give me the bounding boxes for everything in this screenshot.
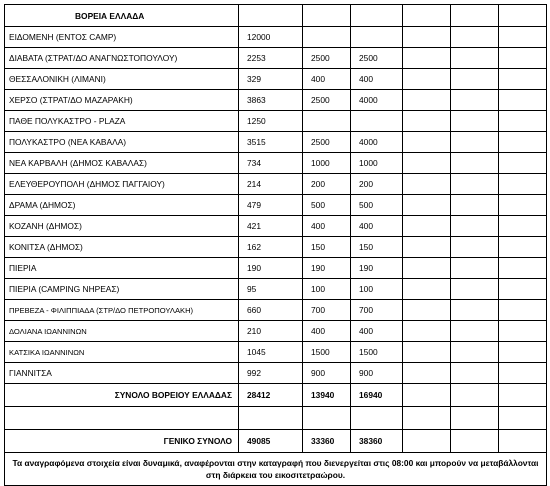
location-name-cell: ΔΟΛΙΑΝΑ ΙΩΑΝΝΙΝΩΝ (5, 321, 239, 342)
max-capacity-cell: 4000 (351, 132, 403, 153)
capacity-cell: 400 (303, 216, 351, 237)
table-row (5, 216, 547, 237)
empty-cell (403, 132, 451, 153)
footnote-row (5, 453, 547, 486)
empty-cell (451, 430, 499, 453)
table-row (5, 153, 547, 174)
location-name-cell: ΠΡΕΒΕΖΑ - ΦΙΛΙΠΠΙΑΔΑ (ΣΤΡ/ΔΟ ΠΕΤΡΟΠΟΥΛΑΚΗ) (5, 300, 239, 321)
location-name-cell: ΠΟΛΥΚΑΣΤΡΟ (ΝΕΑ ΚΑΒΑΛΑ) (5, 132, 239, 153)
table-row (5, 48, 547, 69)
empty-cell (403, 69, 451, 90)
subtotal-max-capacity: 16940 (351, 384, 403, 407)
table-row (5, 237, 547, 258)
count-cell: 95 (239, 279, 303, 300)
empty-cell (351, 407, 403, 430)
empty-cell (451, 27, 499, 48)
table-row (5, 300, 547, 321)
table-row (5, 69, 547, 90)
max-capacity-cell: 900 (351, 363, 403, 384)
max-capacity-cell: 200 (351, 174, 403, 195)
location-name-cell: ΝΕΑ ΚΑΡΒΑΛΗ (ΔΗΜΟΣ ΚΑΒΑΛΑΣ) (5, 153, 239, 174)
location-name-cell: ΔΙΑΒΑΤΑ (ΣΤΡΑΤ/ΔΟ ΑΝΑΓΝΩΣΤΟΠΟΥΛΟΥ) (5, 48, 239, 69)
location-name-cell: ΚΑΤΣΙΚΑ ΙΩΑΝΝΙΝΩΝ (5, 342, 239, 363)
max-capacity-cell: 400 (351, 69, 403, 90)
capacity-cell (303, 111, 351, 132)
empty-cell (451, 90, 499, 111)
count-cell: 992 (239, 363, 303, 384)
empty-cell (451, 279, 499, 300)
max-capacity-cell (351, 111, 403, 132)
empty-cell (499, 237, 547, 258)
grand-total-row (5, 430, 547, 453)
empty-cell (451, 300, 499, 321)
location-name-cell: ΕΛΕΥΘΕΡΟΥΠΟΛΗ (ΔΗΜΟΣ ΠΑΓΓΑΙΟΥ) (5, 174, 239, 195)
empty-cell (499, 321, 547, 342)
max-capacity-cell (351, 27, 403, 48)
empty-cell (499, 5, 547, 27)
empty-cell (451, 237, 499, 258)
empty-cell (499, 279, 547, 300)
count-cell: 1045 (239, 342, 303, 363)
table-row (5, 90, 547, 111)
empty-cell (451, 153, 499, 174)
max-capacity-cell: 150 (351, 237, 403, 258)
count-cell: 3863 (239, 90, 303, 111)
count-cell: 162 (239, 237, 303, 258)
max-capacity-cell: 1000 (351, 153, 403, 174)
empty-cell (403, 321, 451, 342)
table-row (5, 279, 547, 300)
max-capacity-cell: 2500 (351, 48, 403, 69)
empty-cell (451, 363, 499, 384)
capacity-cell: 500 (303, 195, 351, 216)
table-row (5, 111, 547, 132)
empty-cell (403, 279, 451, 300)
count-cell: 734 (239, 153, 303, 174)
max-capacity-cell: 1500 (351, 342, 403, 363)
max-capacity-cell: 500 (351, 195, 403, 216)
empty-cell (499, 258, 547, 279)
location-name-cell: ΚΟΖΑΝΗ (ΔΗΜΟΣ) (5, 216, 239, 237)
count-cell: 190 (239, 258, 303, 279)
grand-total-capacity: 33360 (303, 430, 351, 453)
count-cell: 1250 (239, 111, 303, 132)
empty-cell (403, 342, 451, 363)
count-cell: 421 (239, 216, 303, 237)
empty-cell (451, 69, 499, 90)
empty-cell (5, 407, 239, 430)
capacity-cell: 150 (303, 237, 351, 258)
empty-cell (499, 111, 547, 132)
empty-cell (403, 384, 451, 407)
table-row (5, 342, 547, 363)
location-name-cell: ΠΙΕΡΙΑ (5, 258, 239, 279)
empty-cell (403, 407, 451, 430)
empty-cell (499, 195, 547, 216)
empty-cell (451, 5, 499, 27)
empty-cell (499, 300, 547, 321)
blank-row (5, 407, 547, 430)
empty-cell (499, 132, 547, 153)
region-title: ΒΟΡΕΙΑ ΕΛΛΑΔΑ (5, 5, 239, 27)
location-name-cell: ΘΕΣΣΑΛΟΝΙΚΗ (ΛΙΜΑΝΙ) (5, 69, 239, 90)
table-row (5, 132, 547, 153)
capacity-cell: 2500 (303, 48, 351, 69)
subtotal-capacity: 13940 (303, 384, 351, 407)
empty-cell (403, 90, 451, 111)
location-name-cell: ΚΟΝΙΤΣΑ (ΔΗΜΟΣ) (5, 237, 239, 258)
empty-cell (403, 216, 451, 237)
empty-cell (403, 300, 451, 321)
capacity-table (4, 4, 547, 486)
empty-cell (403, 237, 451, 258)
capacity-cell: 900 (303, 363, 351, 384)
empty-cell (403, 111, 451, 132)
count-cell: 12000 (239, 27, 303, 48)
capacity-cell: 100 (303, 279, 351, 300)
location-name-cell: ΕΙΔΟΜΕΝΗ (ΕΝΤΟΣ CAMP) (5, 27, 239, 48)
capacity-cell: 2500 (303, 90, 351, 111)
empty-cell (499, 384, 547, 407)
count-cell: 214 (239, 174, 303, 195)
empty-cell (351, 5, 403, 27)
count-cell: 479 (239, 195, 303, 216)
empty-cell (499, 430, 547, 453)
empty-cell (451, 258, 499, 279)
grand-total-count: 49085 (239, 430, 303, 453)
capacity-cell: 2500 (303, 132, 351, 153)
capacity-cell: 1500 (303, 342, 351, 363)
table-row (5, 195, 547, 216)
empty-cell (451, 195, 499, 216)
empty-cell (451, 174, 499, 195)
empty-cell (451, 384, 499, 407)
count-cell: 210 (239, 321, 303, 342)
max-capacity-cell: 700 (351, 300, 403, 321)
capacity-cell: 200 (303, 174, 351, 195)
capacity-cell: 1000 (303, 153, 351, 174)
empty-cell (403, 174, 451, 195)
capacity-cell: 190 (303, 258, 351, 279)
data-table-container (4, 4, 546, 486)
location-name-cell: ΠΑΘΕ ΠΟΛΥΚΑΣΤΡΟ - PLAZA (5, 111, 239, 132)
subtotal-row (5, 384, 547, 407)
empty-cell (451, 321, 499, 342)
empty-cell (499, 90, 547, 111)
count-cell: 329 (239, 69, 303, 90)
table-row (5, 174, 547, 195)
empty-cell (451, 111, 499, 132)
empty-cell (499, 153, 547, 174)
max-capacity-cell: 190 (351, 258, 403, 279)
empty-cell (303, 5, 351, 27)
capacity-cell (303, 27, 351, 48)
table-row (5, 27, 547, 48)
grand-total-label: ΓΕΝΙΚΟ ΣΥΝΟΛΟ (5, 430, 239, 453)
empty-cell (303, 407, 351, 430)
max-capacity-cell: 100 (351, 279, 403, 300)
max-capacity-cell: 400 (351, 216, 403, 237)
empty-cell (499, 342, 547, 363)
empty-cell (403, 48, 451, 69)
subtotal-label: ΣΥΝΟΛΟ ΒΟΡΕΙΟΥ ΕΛΛΑΔΑΣ (5, 384, 239, 407)
empty-cell (451, 132, 499, 153)
subtotal-count: 28412 (239, 384, 303, 407)
capacity-cell: 400 (303, 69, 351, 90)
grand-total-max-capacity: 38360 (351, 430, 403, 453)
empty-cell (499, 69, 547, 90)
count-cell: 2253 (239, 48, 303, 69)
empty-cell (451, 407, 499, 430)
empty-cell (403, 430, 451, 453)
empty-cell (239, 407, 303, 430)
empty-cell (403, 195, 451, 216)
empty-cell (451, 342, 499, 363)
region-header-row (5, 5, 547, 27)
location-name-cell: ΠΙΕΡΙΑ (CAMPING ΝΗΡΕΑΣ) (5, 279, 239, 300)
empty-cell (403, 258, 451, 279)
empty-cell (499, 216, 547, 237)
count-cell: 660 (239, 300, 303, 321)
empty-cell (499, 27, 547, 48)
footnote-text: Τα αναγραφόμενα στοιχεία είναι δυναμικά, αναφέρονται στην καταγραφή που διενεργείται στις 08:00 και μπορούν να μεταβάλλονται στη διάρκεια του εικοσιτετραώρου. (5, 453, 547, 486)
location-name-cell: ΓΙΑΝΝΙΤΣΑ (5, 363, 239, 384)
table-row (5, 258, 547, 279)
empty-cell (451, 48, 499, 69)
empty-cell (499, 407, 547, 430)
count-cell: 3515 (239, 132, 303, 153)
empty-cell (499, 48, 547, 69)
empty-cell (403, 27, 451, 48)
location-name-cell: ΧΕΡΣΟ (ΣΤΡΑΤ/ΔΟ ΜΑΖΑΡΑΚΗ) (5, 90, 239, 111)
empty-cell (451, 216, 499, 237)
table-row (5, 363, 547, 384)
empty-cell (403, 5, 451, 27)
max-capacity-cell: 400 (351, 321, 403, 342)
capacity-cell: 700 (303, 300, 351, 321)
empty-cell (499, 363, 547, 384)
location-name-cell: ΔΡΑΜΑ (ΔΗΜΟΣ) (5, 195, 239, 216)
capacity-cell: 400 (303, 321, 351, 342)
max-capacity-cell: 4000 (351, 90, 403, 111)
empty-cell (499, 174, 547, 195)
table-row (5, 321, 547, 342)
empty-cell (403, 363, 451, 384)
empty-cell (403, 153, 451, 174)
empty-cell (239, 5, 303, 27)
